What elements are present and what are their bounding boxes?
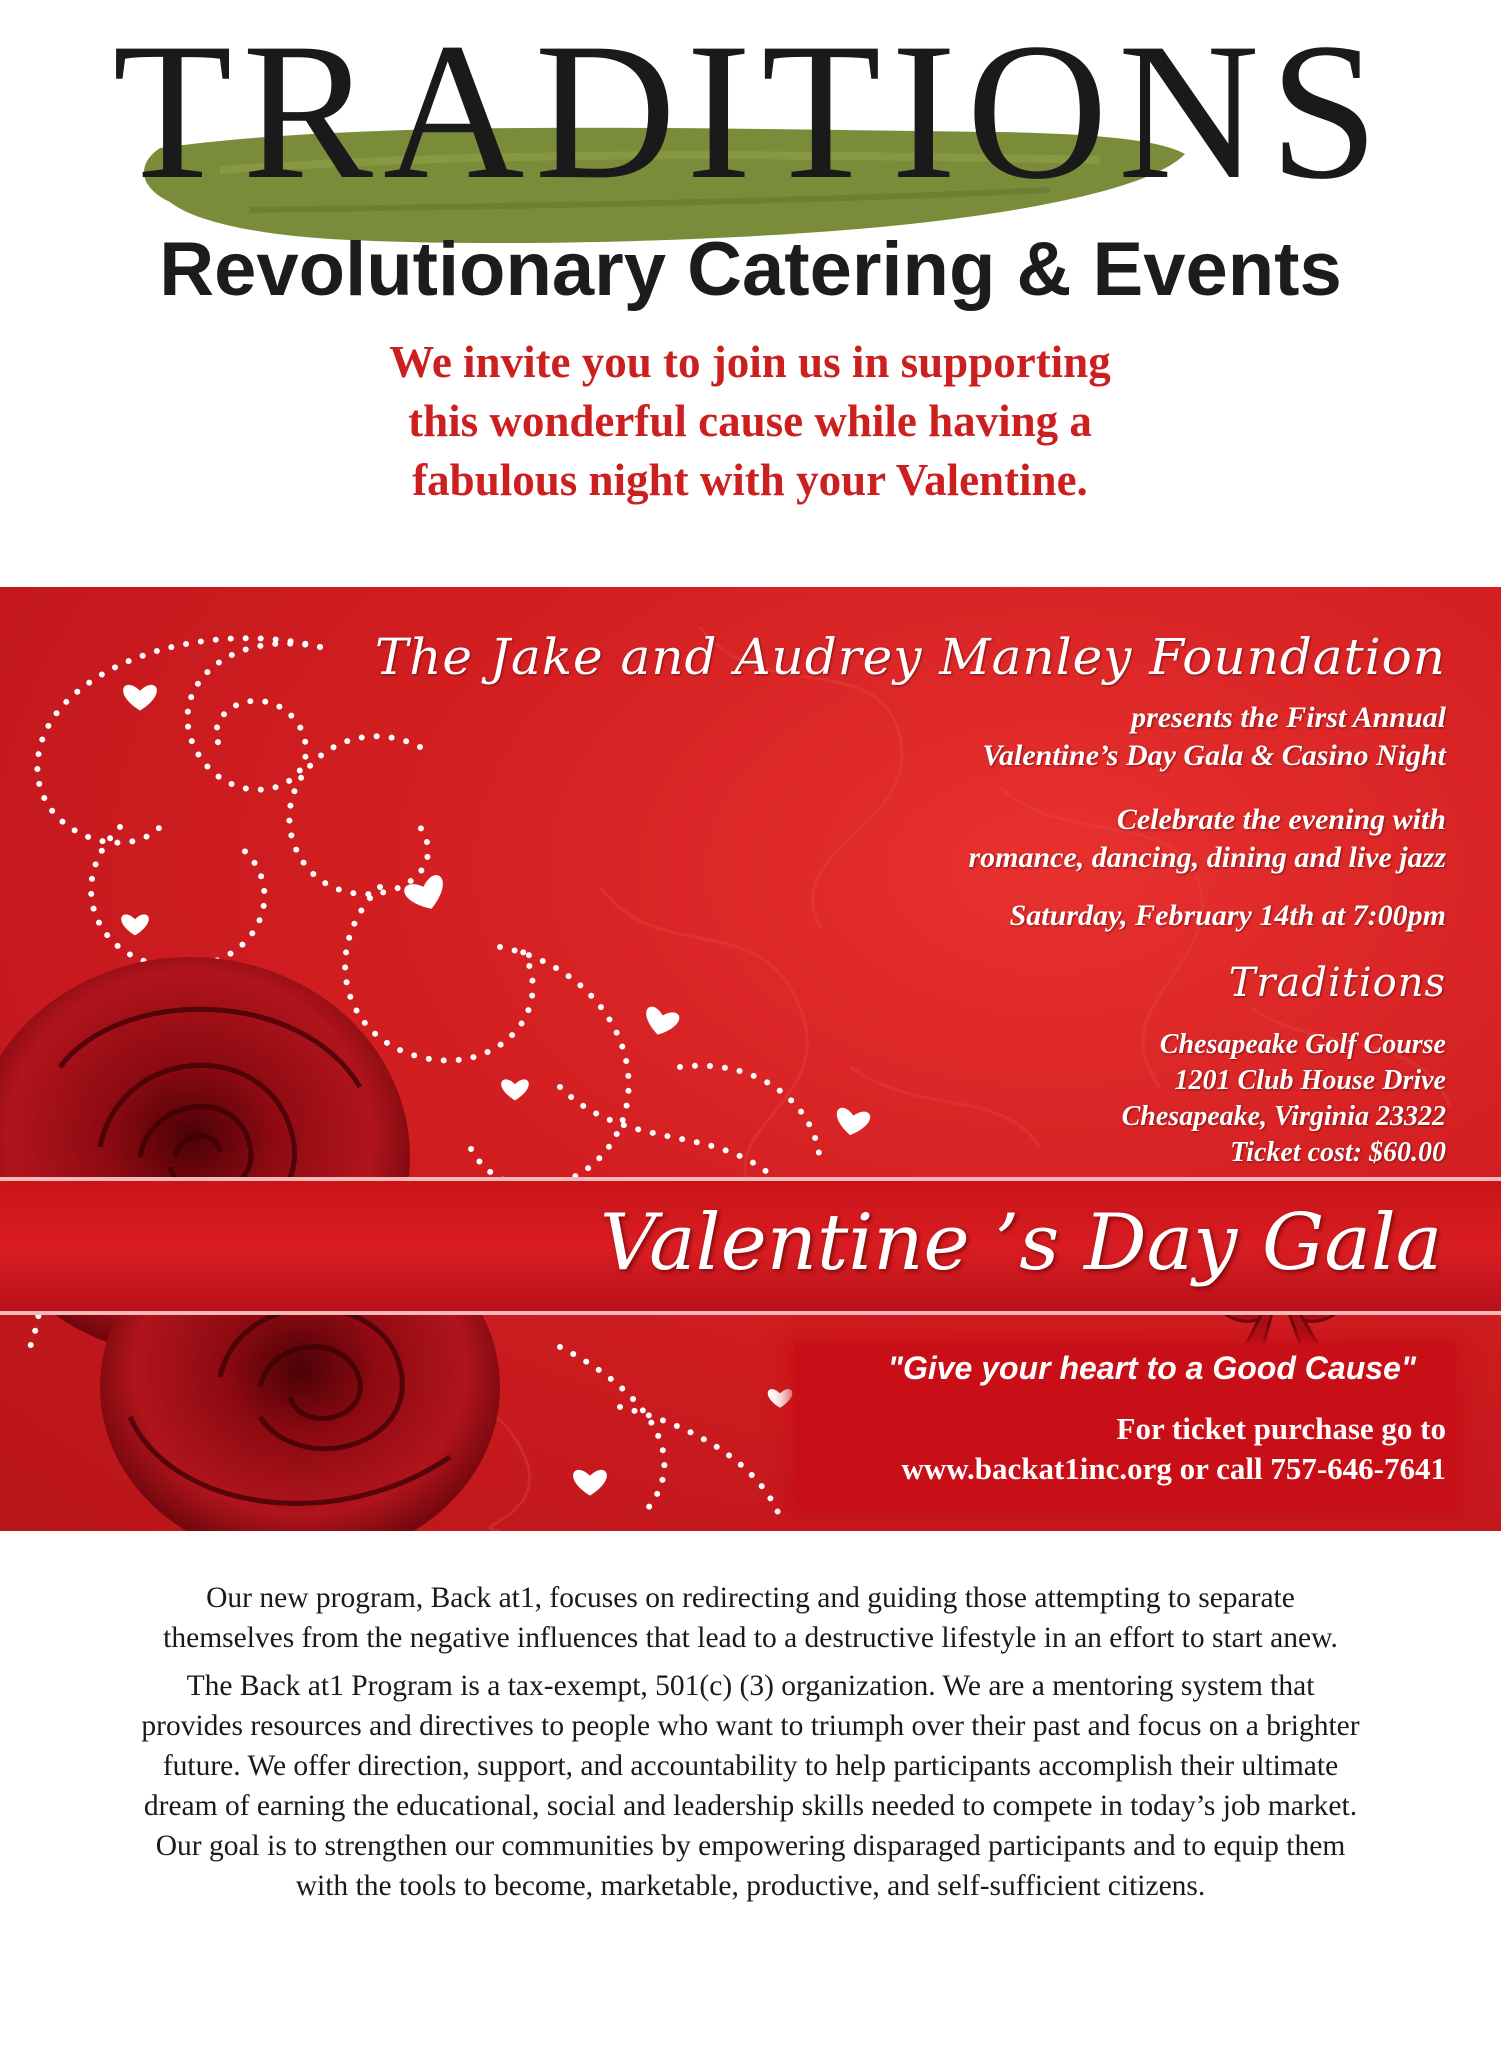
heart-icon — [573, 1470, 607, 1496]
logo-tagline: Revolutionary Catering & Events — [159, 227, 1342, 312]
heart-icon — [641, 1005, 680, 1039]
gala-flyer — [0, 587, 1501, 1531]
organization-description — [30, 1666, 1471, 1906]
paragraph-line: The Back at1 Program is a tax-exempt, 501(c) (3) organization. We are a mentoring system that — [186, 1670, 1315, 1702]
foundation-name: The Jake and Audrey Manley Foundation — [374, 628, 1446, 686]
paragraph-line: Our goal is to strengthen our communities by empowering disparaged participants and to equip them — [155, 1830, 1346, 1862]
venue-address-line: Chesapeake Golf Course — [1159, 1029, 1446, 1060]
event-date: Saturday, February 14th at 7:00pm — [1009, 899, 1446, 932]
logo-wordmark: TRADITIONS — [112, 3, 1389, 220]
gala-title: Valentine ’s Day Gala — [600, 1198, 1443, 1288]
paragraph-line: provides resources and directives to people who want to triumph over their past and focus on a brighter — [141, 1710, 1360, 1742]
paragraph-line: with the tools to become, marketable, productive, and self-sufficient citizens. — [295, 1870, 1206, 1902]
presents-line: presents the First Annual — [1131, 701, 1446, 734]
heart-icon — [123, 685, 157, 711]
invitation-line: this wonderful cause while having a — [408, 396, 1092, 446]
venue-name: Traditions — [1228, 960, 1446, 1006]
celebrate-line: romance, dancing, dining and live jazz — [968, 841, 1446, 874]
celebrate-line: Celebrate the evening with — [1116, 803, 1446, 836]
invitation-line: fabulous night with your Valentine. — [412, 455, 1088, 505]
ticket-purchase-line: For ticket purchase go to — [1116, 1411, 1446, 1446]
heart-icon — [768, 1389, 793, 1408]
invitation-line: We invite you to join us in supporting — [389, 337, 1111, 387]
program-description — [30, 1578, 1471, 1658]
heart-icon — [833, 1107, 871, 1138]
ticket-cost: Ticket cost: $60.00 — [1230, 1137, 1446, 1168]
paragraph-line: dream of earning the educational, social and leadership skills needed to compete in today’s job market. — [143, 1790, 1358, 1822]
venue-address-line: Chesapeake, Virginia 23322 — [1121, 1101, 1446, 1132]
paragraph-line: themselves from the negative influences that lead to a destructive lifestyle in an effort to start anew. — [163, 1622, 1338, 1654]
paragraph-line: Our new program, Back at1, focuses on redirecting and guiding those attempting to separate — [206, 1582, 1295, 1614]
presents-line: Valentine’s Day Gala & Casino Night — [982, 739, 1446, 772]
heart-icon — [501, 1079, 529, 1100]
ticket-purchase-contact: www.backat1inc.org or call 757-646-7641 — [901, 1451, 1446, 1486]
invitation-text — [250, 333, 1250, 510]
venue-address-line: 1201 Club House Drive — [1174, 1065, 1446, 1096]
cause-quote: "Give your heart to a Good Cause" — [887, 1350, 1416, 1386]
paragraph-line: future. We offer direction, support, and accountability to help participants accomplish their ultimate — [162, 1750, 1339, 1782]
heart-icon — [121, 914, 149, 935]
